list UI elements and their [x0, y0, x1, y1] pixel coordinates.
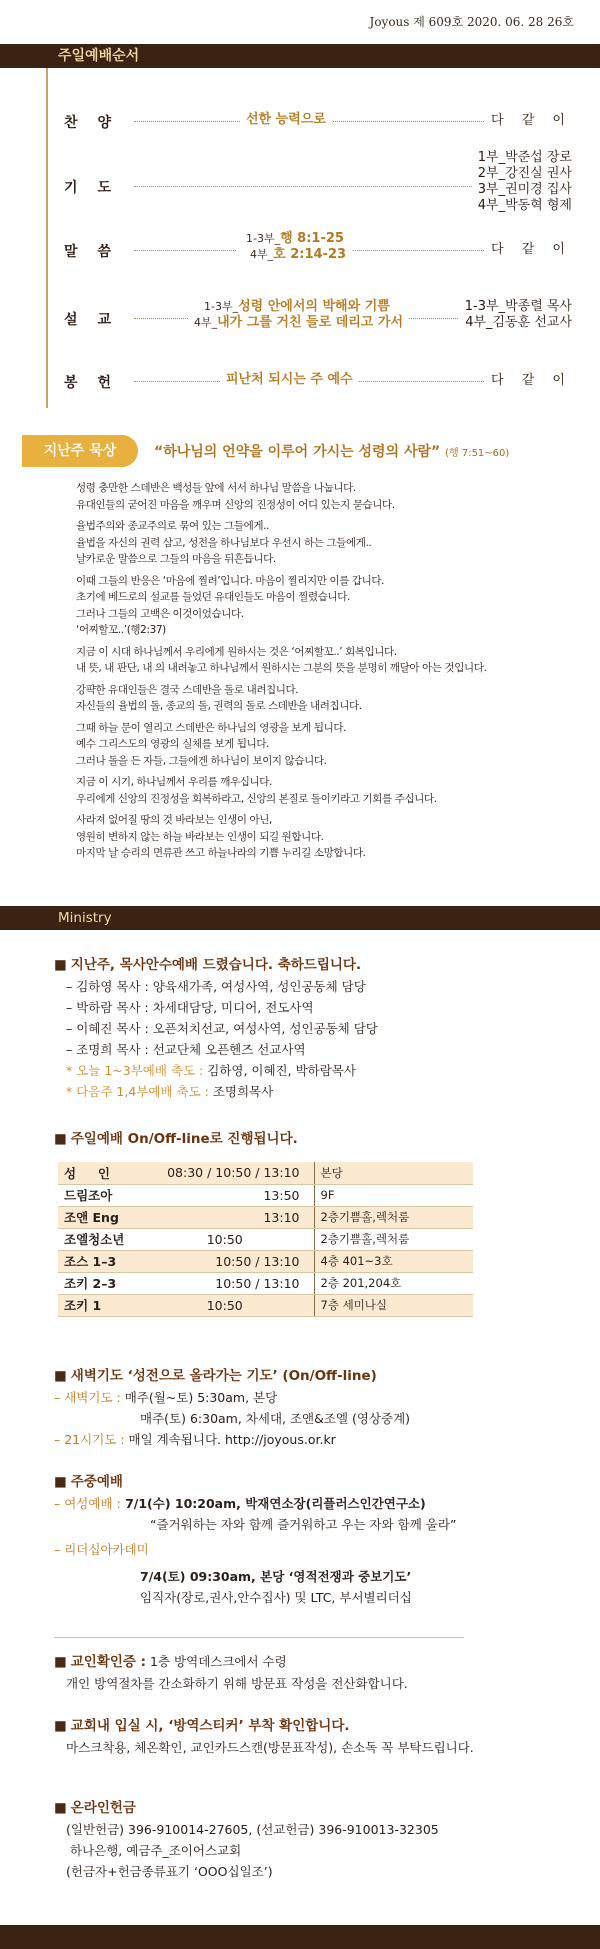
meditation-line: 지금 이 시대 하나님께서 우리에게 원하시는 것은 ‘어찌할꼬..’ 회복입니다.: [76, 645, 397, 658]
scripture-text: 행 8:1-25: [280, 231, 344, 246]
table-cell: 9F: [314, 1184, 473, 1206]
table-cell: 4층 401~3호: [314, 1250, 473, 1272]
meditation-line: 날카로운 말씀으로 그들의 마음을 뒤흔듭니다.: [76, 553, 276, 565]
sermon-title: 성령 안에서의 박해와 기쁨: [238, 299, 390, 314]
ordination-line: – 김하영 목사 : 양육새가족, 여성사역, 성인공동체 담당: [66, 979, 366, 994]
meditation-title-text: “하나님의 언약을 이루어 가시는 성령의 사람”: [154, 444, 441, 460]
table-cell: 13:50: [144, 1184, 314, 1206]
table-row: [58, 1184, 473, 1206]
table-cell: 조앤 Eng: [58, 1206, 144, 1228]
table-cell: 10:50: [144, 1228, 314, 1250]
row-label: 봉헌: [64, 375, 132, 391]
meditation-line: 유대인들의 굳어진 마음을 깨우며 신앙의 진정성이 어디 있는지 묻습니다.: [76, 498, 395, 511]
line-value: 매주(월~토) 5:30am, 본당: [120, 1390, 278, 1405]
weekday-line: [54, 1493, 574, 1514]
table-cell: 조키 2–3: [58, 1272, 144, 1294]
meditation-line: 그러나 돌을 든 자들, 그들에겐 하나님이 보이지 않습니다.: [76, 754, 327, 767]
square-bullet-icon: ■: [54, 957, 67, 973]
heading-text: 새벽기도 ‘성전으로 올라가는 기도’ (On/Off-line): [70, 1368, 377, 1384]
meditation-paragraph: [76, 573, 576, 639]
table-cell: 조스 1–3: [58, 1250, 144, 1272]
table-cell: 10:50: [144, 1294, 314, 1316]
hymn-title: 선한 능력으로: [240, 112, 332, 128]
meditation-tag: 지난주 묵상: [22, 435, 138, 467]
page-footer: [0, 1925, 600, 1949]
row-offering: [60, 372, 572, 392]
weekday-line: “즐거워하는 자와 함께 즐거워하고 우는 자와 함께 울라”: [150, 1517, 457, 1532]
night-prayer-line: [54, 1429, 574, 1450]
square-bullet-icon: ■: [54, 1368, 67, 1384]
meditation-line: 초기에 베드로의 설교를 들었던 유대인들도 마음이 찔렸습니다.: [76, 591, 350, 603]
prayer-3: 3부_권미경 집사: [477, 182, 572, 197]
meditation-title: [154, 441, 509, 461]
section-heading: [54, 1651, 574, 1673]
dawn-prayer-section: [54, 1366, 574, 1450]
line-value: 7/1(수) 10:20am, 박재연소장(리플러스인간연구소): [120, 1496, 426, 1511]
meditation-line: 그러나 그들의 고백은 이것이었습니다.: [76, 607, 244, 620]
note-key: * 오늘 1~3부예배 축도 :: [66, 1063, 204, 1078]
sticker-line: 마스크착용, 체온확인, 교인카드스캔(방문표작성), 손소독 꼭 부탁드립니다.: [66, 1740, 474, 1755]
prayer-2: 2부_강진실 권사: [477, 166, 572, 181]
sermon-part: 4부_: [194, 316, 218, 329]
meditation-line: 성령 충만한 스데반은 백성들 앞에 서서 하나님 말씀을 나눕니다.: [76, 482, 356, 494]
table-cell: 본당: [314, 1162, 473, 1184]
row-hymn: [60, 112, 572, 132]
row-label: 찬양: [64, 115, 132, 131]
meditation-line: 사라져 없어질 땅의 것 바라보는 인생이 아닌,: [76, 814, 272, 826]
table-cell: 08:30 / 10:50 / 13:10: [144, 1162, 314, 1184]
line-value: 매일 계속됩니다. http://joyous.or.kr: [124, 1432, 336, 1447]
meditation-paragraph: [76, 812, 576, 862]
section-rule: [46, 68, 48, 408]
scripture-who: 다 같 이: [485, 242, 572, 258]
offering-line: (일반헌금) 396-910014-27605, (선교헌금) 396-910013-32305: [66, 1822, 439, 1837]
ordination-line: – 조명희 목사 : 선교단체 오픈헨즈 선교사역: [66, 1042, 306, 1057]
section-heading: [54, 1129, 574, 1150]
meditation-line: 마지막 날 승리의 면류관 쓰고 하늘나라의 기쁨 누리길 소망합니다.: [76, 847, 366, 859]
table-cell: 성 인: [58, 1162, 144, 1184]
meditation-line: 우리에게 신앙의 진정성을 회복하라고, 신앙의 본질로 돌이키라고 기회를 주십니다.: [76, 792, 437, 805]
sunday-service-section: [54, 1129, 574, 1150]
heading-text: 교인확인증 :: [70, 1654, 147, 1670]
meditation-paragraph: [76, 682, 576, 715]
table-cell: 조키 1: [58, 1294, 144, 1316]
online-offering-section: [54, 1798, 574, 1882]
table-row: [58, 1250, 473, 1272]
square-bullet-icon: ■: [54, 1718, 67, 1734]
meditation-line: 영원히 변하지 않는 하늘 바라보는 인생이 되길 원합니다.: [76, 830, 324, 843]
heading-detail: 1층 방역데스크에서 수령: [146, 1654, 287, 1669]
meditation-paragraph: [76, 774, 576, 807]
scripture-text: 호 2:14-23: [273, 247, 347, 262]
table-cell: 10:50 / 13:10: [144, 1272, 314, 1294]
offering-line: 하나은행, 예금주_조이어스교회: [70, 1843, 242, 1858]
page-header: [0, 0, 600, 40]
heading-text: 교회내 입실 시, ‘방역스티커’ 부착 확인합니다.: [70, 1718, 350, 1734]
service-schedule-table: [58, 1162, 473, 1317]
row-label: 기도: [64, 180, 132, 196]
section-heading: [54, 955, 574, 976]
table-cell: 2층기쁨홀,렉처룸: [314, 1228, 473, 1250]
square-bullet-icon: ■: [54, 1474, 67, 1490]
meditation-paragraph: [76, 720, 576, 770]
meditation-line: 강퍅한 유대인들은 결국 스데반을 돌로 내려칩니다.: [76, 683, 299, 696]
sermon-title: 내가 그를 거친 들로 데리고 가서: [217, 315, 404, 330]
section-heading: [54, 1472, 574, 1493]
note-key: * 다음주 1,4부예배 축도 :: [66, 1084, 209, 1099]
table-row: [58, 1162, 473, 1184]
dawn-prayer-line: 매주(토) 6:30am, 차세대, 조앤&조엘 (영상중계): [140, 1411, 411, 1426]
meditation-paragraph: [76, 644, 576, 677]
section-heading: [54, 1366, 574, 1387]
square-bullet-icon: ■: [54, 1131, 67, 1147]
line-key: – 여성예배 :: [54, 1496, 121, 1511]
offering-line: (헌금자+헌금종류표기 ‘OOO십일조’): [66, 1864, 273, 1879]
prayer-1: 1부_박준섭 장로: [477, 150, 572, 165]
issue-info: Joyous 제 609호 2020. 06. 28 26호: [369, 15, 574, 29]
meditation-line: 지금 이 시기, 하나님께서 우리를 깨우십니다.: [76, 776, 272, 788]
table-cell: 10:50 / 13:10: [144, 1250, 314, 1272]
dotted-leader: [134, 121, 544, 122]
member-id-section: [54, 1651, 574, 1694]
meditation-line: 그때 하늘 문이 열리고 스데반은 하나님의 영광을 보게 됩니다.: [76, 721, 347, 734]
row-sermon: [60, 298, 572, 338]
meditation-line: 이때 그들의 반응은 ‘마음에 찔려’입니다. 마음이 찔리지만 이를 갑니다.: [76, 574, 385, 587]
section-heading: [54, 1716, 574, 1737]
section-heading: [54, 1798, 574, 1819]
benediction-note: [54, 1060, 574, 1081]
meditation-line: 내 뜻, 내 판단, 내 의 내려놓고 하나님께서 원하시는 그분의 뜻을 분명히 깨달아 아는 것입니다.: [76, 662, 487, 674]
member-id-line: 개인 방역절차를 간소화하기 위해 방문표 작성을 전산화합니다.: [66, 1676, 408, 1691]
table-row: [58, 1294, 473, 1316]
weekday-line: [54, 1539, 574, 1560]
heading-text: 온라인헌금: [70, 1800, 136, 1816]
worship-order-bar: 주일예배순서: [0, 44, 600, 68]
table-row: [58, 1228, 473, 1250]
note-value: 조명희목사: [208, 1084, 274, 1099]
benediction-note: [54, 1081, 574, 1102]
scripture-part: 4부_: [250, 248, 274, 261]
dotted-leader: [134, 186, 474, 187]
hymn-who: 다 같 이: [485, 113, 572, 129]
heading-text: 주중예배: [70, 1474, 123, 1490]
table-cell: 2층 201,204호: [314, 1272, 473, 1294]
meditation-paragraph: [76, 518, 576, 568]
ordination-section: [54, 955, 574, 1102]
meditation-line: 율법주의와 종교주의로 묶여 있는 그들에게..: [76, 520, 269, 532]
row-label: 말씀: [64, 244, 132, 260]
sticker-section: [54, 1716, 574, 1758]
line-key: – 리더십아카데미: [54, 1542, 149, 1557]
meditation-line: 예수 그리스도의 영광의 실체를 보게 됩니다.: [76, 738, 269, 750]
row-prayer: [60, 150, 572, 220]
preacher-2: 4부_김동훈 선교사: [465, 315, 572, 330]
weekday-section: [54, 1472, 574, 1608]
ordination-line: – 이혜진 목사 : 오픈처치선교, 여성사역, 성인공동체 담당: [66, 1021, 378, 1036]
meditation-line: 자신들의 율법의 돌, 종교의 돌, 권력의 돌로 스데반을 내려칩니다.: [76, 700, 362, 712]
table-cell: 7층 세미나실: [314, 1294, 473, 1316]
table-cell: 13:10: [144, 1206, 314, 1228]
ordination-line: – 박하람 목사 : 차세대담당, 미디어, 전도사역: [66, 1000, 314, 1015]
square-bullet-icon: ■: [54, 1654, 67, 1670]
line-key: – 새벽기도 :: [54, 1390, 121, 1405]
heading-text: 주일예배 On/Off-line로 진행됩니다.: [70, 1131, 298, 1147]
table-row: [58, 1206, 473, 1228]
meditation-line: 율법을 자신의 권력 삼고, 성전을 하나님보다 우선시 하는 그들에게..: [76, 536, 372, 549]
square-bullet-icon: ■: [54, 1800, 67, 1816]
meditation-line: ‘어찌할꼬..’(행2:37): [76, 624, 166, 636]
line-key: – 21시기도 :: [54, 1432, 125, 1447]
meditation-paragraph: [76, 480, 576, 513]
preacher-1: 1-3부_박종렬 목사: [464, 299, 572, 314]
scripture-part: 1-3부_: [246, 232, 281, 245]
sermon-part: 1-3부_: [204, 300, 239, 313]
meditation-ref: (행 7:51~60): [445, 448, 510, 459]
heading-text: 지난주, 목사안수예배 드렸습니다. 축하드립니다.: [70, 957, 362, 973]
weekday-line: 임직자(장로,권사,안수집사) 및 LTC, 부서별리더십: [140, 1590, 412, 1605]
note-value: 김하영, 이혜진, 박하람목사: [203, 1063, 356, 1078]
offering-hymn: 피난처 되시는 주 예수: [220, 372, 359, 388]
table-row: [58, 1272, 473, 1294]
dawn-prayer-line: [54, 1387, 574, 1408]
row-scripture: [60, 230, 572, 270]
row-label: 설교: [64, 312, 132, 328]
table-cell: 2층기쁨홀,렉처룸: [314, 1206, 473, 1228]
table-cell: 드림조아: [58, 1184, 144, 1206]
offering-who: 다 같 이: [485, 373, 572, 389]
weekday-line: 7/4(토) 09:30am, 본당 ‘영적전쟁과 중보기도’: [140, 1569, 412, 1584]
meditation-body: [76, 480, 576, 867]
ministry-bar: Ministry: [0, 906, 600, 930]
prayer-4: 4부_박동혁 형제: [477, 198, 572, 213]
table-cell: 조엘청소년: [58, 1228, 144, 1250]
divider: [54, 1637, 464, 1638]
